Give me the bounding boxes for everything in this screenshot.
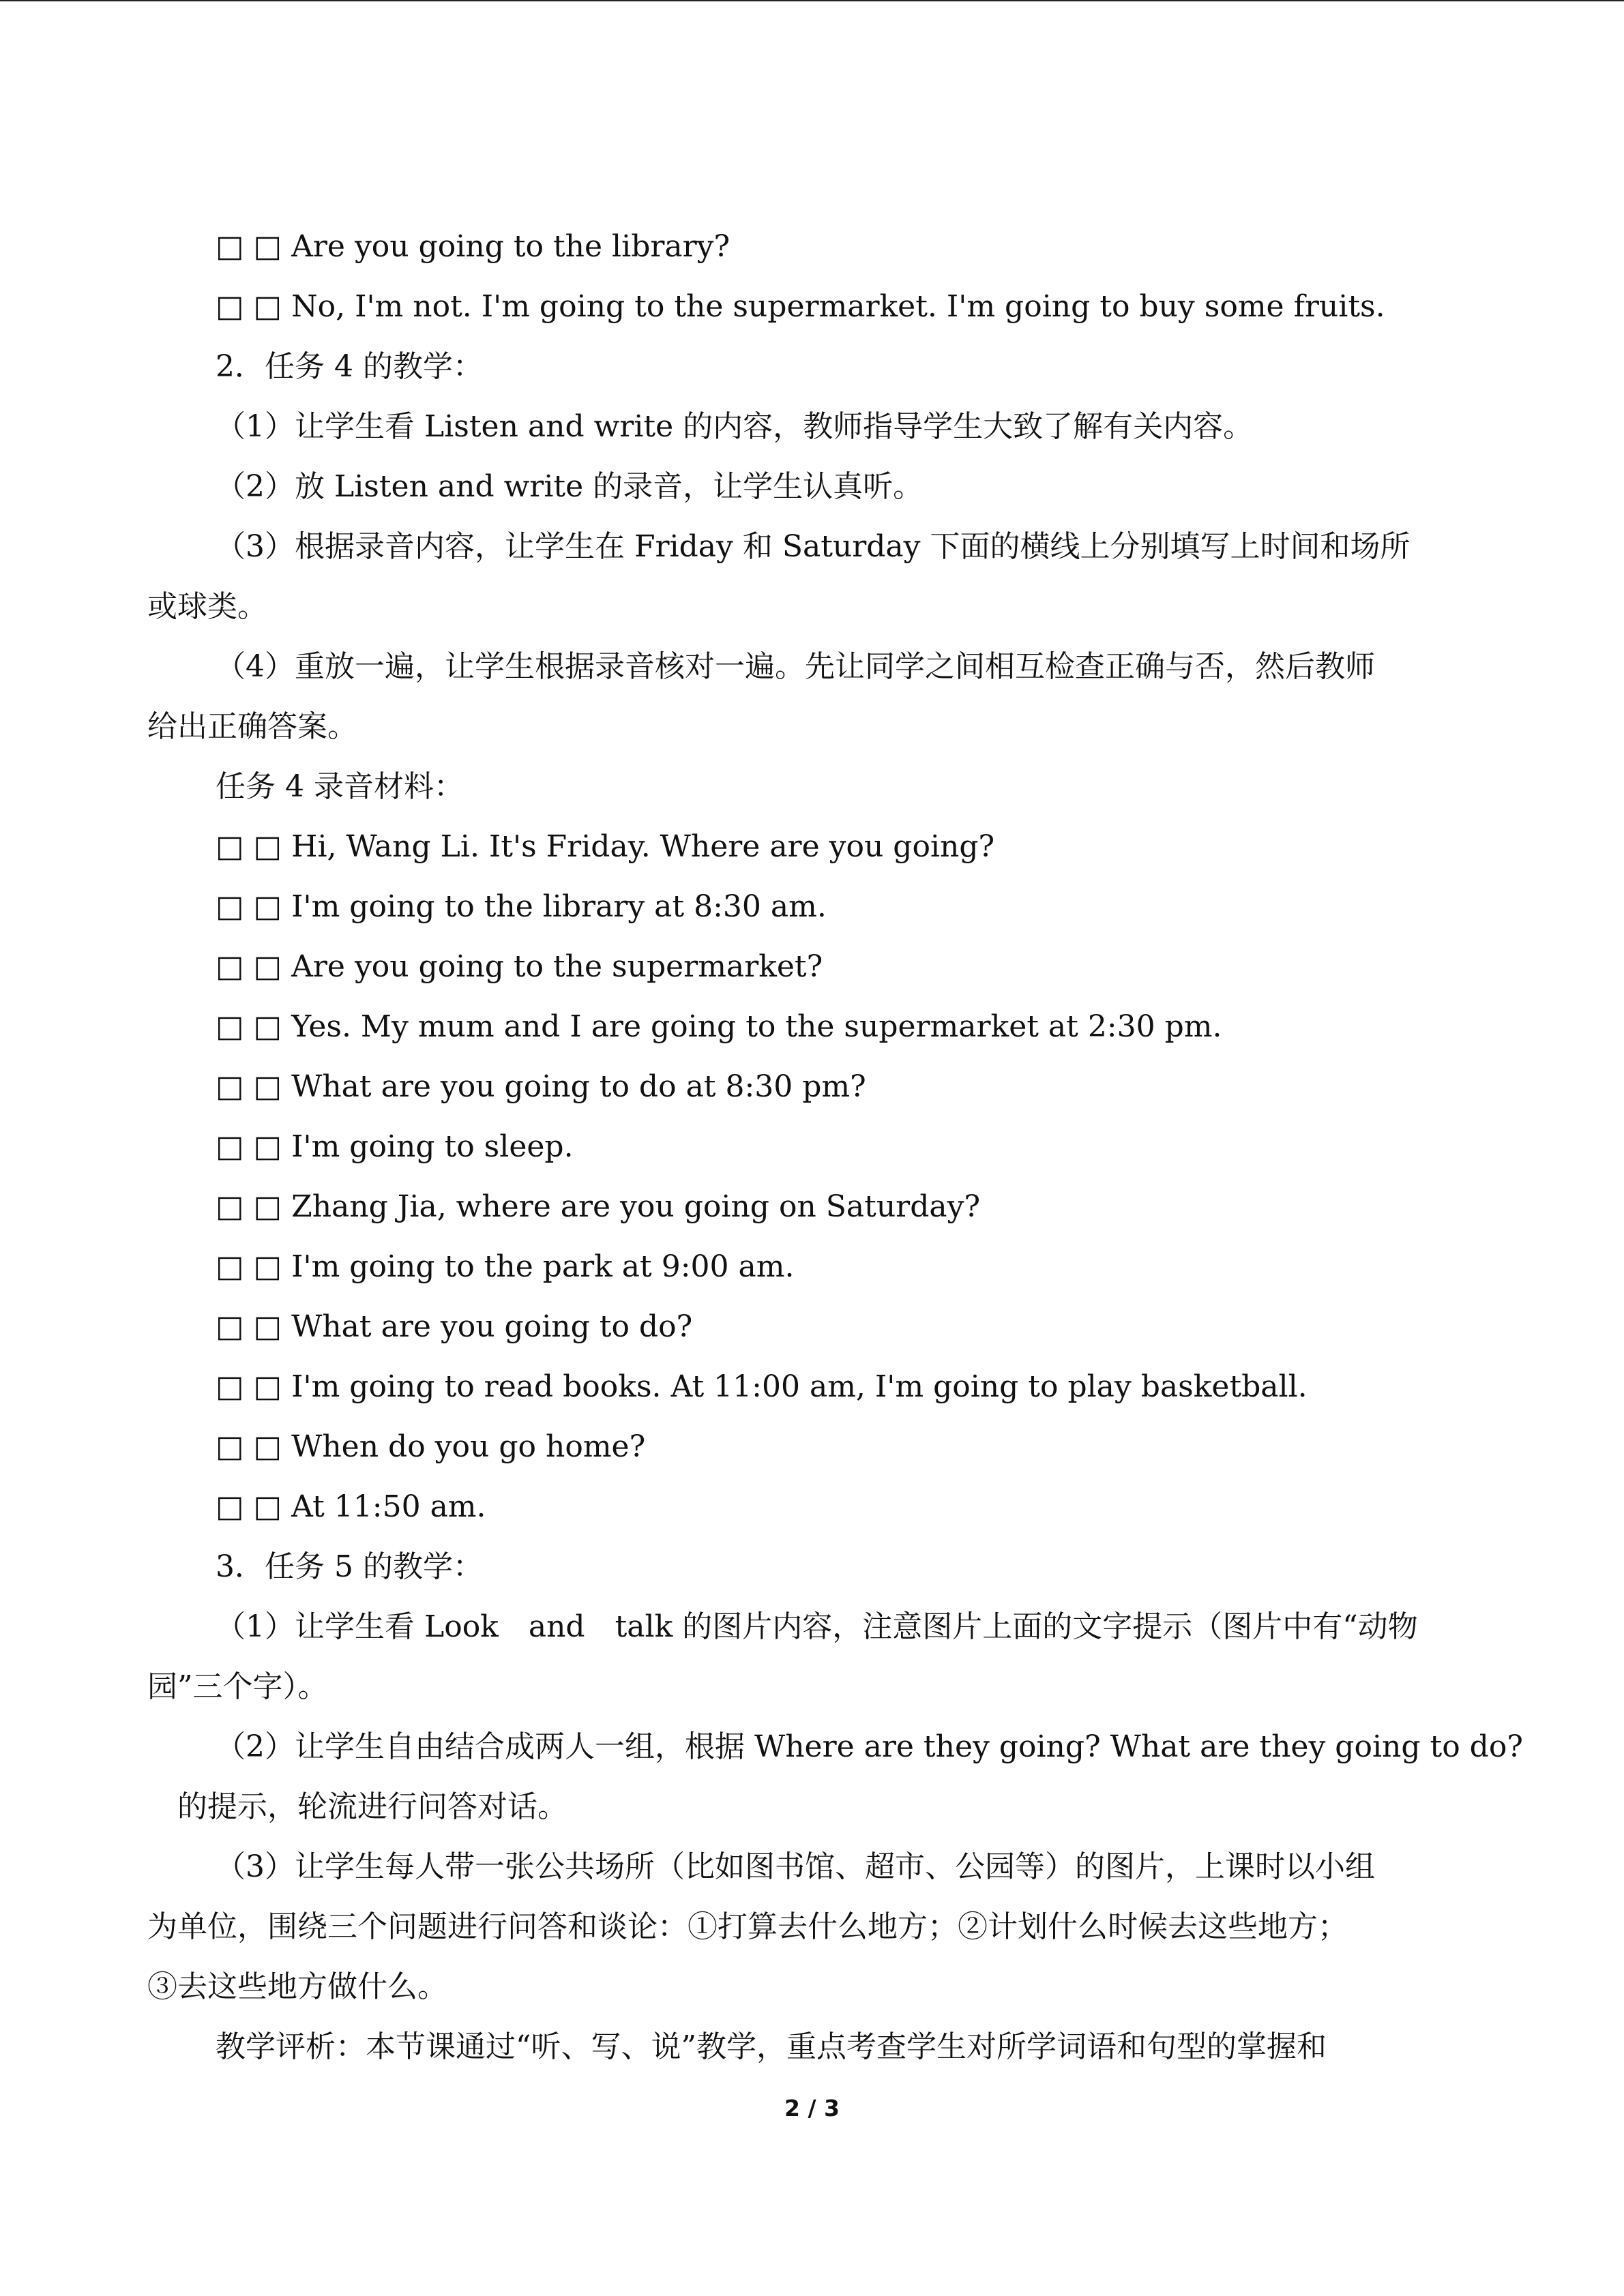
- dialogue-line: □ □ No, I'm not. I'm going to the supermarket. I'm going to buy some fruits.: [216, 289, 1385, 324]
- paragraph-task5-step-3-end: ③去这些地方做什么。: [147, 1969, 447, 2004]
- paragraph-step-2: （2）放 Listen and write 的录音，让学生认真听。: [216, 469, 924, 504]
- dialogue-line: □ □ Yes. My mum and I are going to the supermarket at 2:30 pm.: [216, 1009, 1222, 1044]
- dialogue-line: □ □ I'm going to sleep.: [216, 1129, 574, 1164]
- section-heading-task5: 3．任务 5 的教学：: [216, 1549, 483, 1584]
- paragraph-step-4: （4）重放一遍，让学生根据录音核对一遍。先让同学之间相互检查正确与否，然后教师: [216, 649, 1375, 684]
- dialogue-line: □ □ I'm going to read books. At 11:00 am, I'm going to play basketball.: [216, 1369, 1308, 1404]
- teaching-evaluation: 教学评析：本节课通过“听、写、说”教学，重点考查学生对所学词语和句型的掌握和: [216, 2029, 1327, 2064]
- recording-material-heading: 任务 4 录音材料：: [216, 769, 464, 804]
- paragraph-task5-step-3-cont: 为单位，围绕三个问题进行问答和谈论：①打算去什么地方；②计划什么时候去这些地方；: [147, 1909, 1348, 1944]
- dialogue-line: □ □ At 11:50 am.: [216, 1489, 486, 1524]
- paragraph-task5-step-2-cont: 的提示，轮流进行问答对话。: [147, 1789, 567, 1824]
- section-heading-task4: 2．任务 4 的教学：: [216, 349, 483, 384]
- dialogue-line: □ □ Are you going to the supermarket?: [216, 949, 823, 984]
- paragraph-task5-step-3: （3）让学生每人带一张公共场所（比如图书馆、超市、公园等）的图片，上课时以小组: [216, 1849, 1375, 1884]
- dialogue-line: □ □ What are you going to do?: [216, 1309, 693, 1344]
- dialogue-line: □ □ When do you go home?: [216, 1429, 646, 1464]
- paragraph-step-4-cont: 给出正确答案。: [147, 709, 357, 744]
- paragraph-step-3-cont: 或球类。: [147, 589, 267, 624]
- paragraph-step-3: （3）根据录音内容，让学生在 Friday 和 Saturday 下面的横线上分别填写上时间和场所: [216, 529, 1411, 564]
- paragraph-task5-step-1-cont: 园”三个字）。: [147, 1669, 328, 1704]
- dialogue-line: □ □ What are you going to do at 8:30 pm?: [216, 1069, 866, 1104]
- dialogue-line: □ □ Zhang Jia, where are you going on Saturday?: [216, 1189, 981, 1224]
- dialogue-line: □ □ I'm going to the library at 8:30 am.: [216, 889, 827, 924]
- page-top-border: [0, 0, 1624, 1]
- dialogue-line: □ □ Are you going to the library?: [216, 229, 730, 264]
- page-number: 2 / 3: [784, 2095, 840, 2121]
- document-body: [147, 217, 1523, 2077]
- paragraph-task5-step-2: （2）让学生自由结合成两人一组，根据 Where are they going? What are they going to do?: [216, 1729, 1523, 1764]
- dialogue-line: □ □ I'm going to the park at 9:00 am.: [216, 1249, 795, 1284]
- dialogue-line: □ □ Hi, Wang Li. It's Friday. Where are you going?: [216, 829, 995, 864]
- paragraph-task5-step-1: （1）让学生看 Look and talk 的图片内容，注意图片上面的文字提示（图片中有“动物: [216, 1609, 1418, 1644]
- paragraph-step-1: （1）让学生看 Listen and write 的内容，教师指导学生大致了解有关内容。: [216, 409, 1254, 444]
